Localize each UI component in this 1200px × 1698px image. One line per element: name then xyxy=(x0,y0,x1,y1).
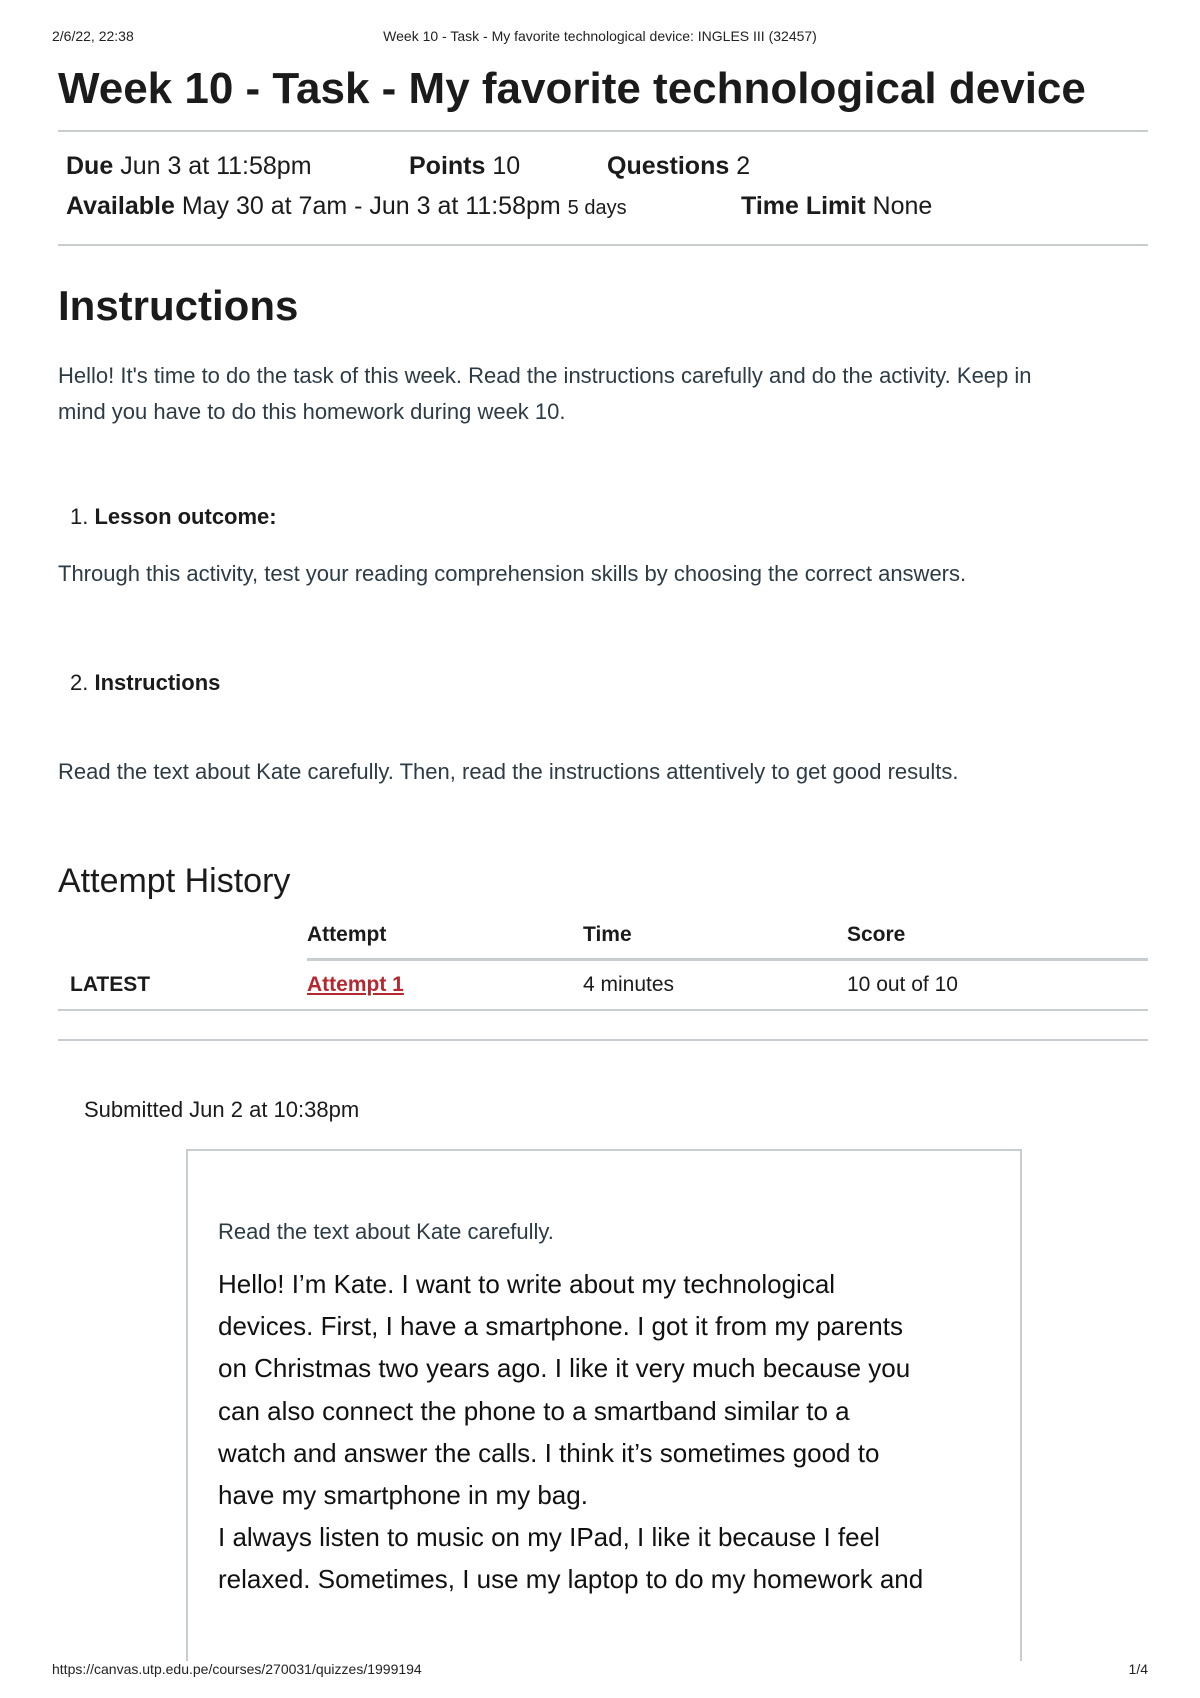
attempt-history-heading: Attempt History xyxy=(58,862,291,900)
question-box xyxy=(186,1149,1022,1661)
instructions-heading: Instructions xyxy=(58,282,299,329)
divider xyxy=(58,1039,1148,1041)
column-header xyxy=(58,912,307,960)
divider xyxy=(58,244,1148,246)
details-row-2 xyxy=(66,186,1140,228)
attempt-history-table xyxy=(58,912,1148,1011)
column-header: Score xyxy=(847,912,1148,960)
passage-line: on Christmas two years ago. I like it very much because you xyxy=(218,1353,911,1384)
passage-line: I always listen to music on my IPad, I like it because I feel xyxy=(218,1522,880,1553)
details-row-1 xyxy=(66,146,1140,186)
available-label: Available xyxy=(66,192,175,220)
passage-line: watch and answer the calls. I think it’s sometimes good to xyxy=(218,1437,880,1468)
time-cell: 4 minutes xyxy=(583,960,847,1011)
instructions-text: Read the text about Kate carefully. Then, read the instructions attentively to get good results. xyxy=(58,759,959,784)
passage-line: Hello! I’m Kate. I want to write about my technological xyxy=(218,1269,836,1299)
print-footer xyxy=(52,1661,1148,1681)
intro-line: Hello! It's time to do the task of this week. Read the instructions carefully and do the activity. Keep in xyxy=(58,363,1032,388)
question-prompt: Read the text about Kate carefully. xyxy=(218,1219,554,1244)
available-info xyxy=(66,186,741,228)
questions-info xyxy=(607,146,750,186)
due-value: Jun 3 at 11:58pm xyxy=(120,152,312,180)
time-limit-value: None xyxy=(872,192,933,220)
latest-tag: LATEST xyxy=(58,960,307,1011)
item-number: 1. xyxy=(70,504,89,529)
questions-label: Questions xyxy=(607,152,730,180)
instruction-item-2 xyxy=(70,668,1148,698)
due-info xyxy=(66,146,409,186)
table-header-row xyxy=(58,912,1148,960)
table-row xyxy=(58,960,1148,1011)
points-label: Points xyxy=(409,152,486,180)
score-cell: 10 out of 10 xyxy=(847,960,1148,1011)
available-value: May 30 at 7am - Jun 3 at 11:58pm xyxy=(181,192,561,220)
column-header: Time xyxy=(583,912,847,960)
due-label: Due xyxy=(66,152,114,180)
time-limit-label: Time Limit xyxy=(741,192,866,220)
attempt-cell xyxy=(307,960,583,1011)
quiz-content xyxy=(58,58,1148,1041)
passage-line: can also connect the phone to a smartband similar to a xyxy=(218,1395,850,1426)
print-date: 2/6/22, 22:38 xyxy=(52,28,134,44)
item-number: 2. xyxy=(70,670,89,695)
submitted-timestamp: Submitted Jun 2 at 10:38pm xyxy=(84,1097,360,1122)
page-title: Week 10 - Task - My favorite technological device xyxy=(58,64,1086,113)
attempt-link[interactable]: Attempt 1 xyxy=(307,973,404,996)
instruction-item-1 xyxy=(70,502,1148,532)
instructions-intro xyxy=(58,358,1148,430)
available-duration: 5 days xyxy=(567,197,627,219)
item-label: Lesson outcome: xyxy=(94,504,277,529)
print-header xyxy=(52,28,1148,48)
time-limit-info xyxy=(741,186,932,228)
passage-line: have my smartphone in my bag. xyxy=(218,1480,588,1511)
item-label: Instructions xyxy=(94,670,221,695)
lesson-outcome-text: Through this activity, test your reading comprehension skills by choosing the correct answers. xyxy=(58,561,967,586)
print-page-title: Week 10 - Task - My favorite technological device: INGLES III (32457) xyxy=(383,28,817,44)
page-number: 1/4 xyxy=(1128,1661,1148,1677)
points-info xyxy=(409,146,607,186)
intro-line: mind you have to do this homework during week 10. xyxy=(58,399,566,424)
page-url: https://canvas.utp.edu.pe/courses/270031/quizzes/1999194 xyxy=(52,1661,422,1677)
quiz-details xyxy=(58,132,1148,244)
passage-line: relaxed. Sometimes, I use my laptop to do my homework and xyxy=(218,1564,924,1595)
column-header: Attempt xyxy=(307,912,583,960)
points-value: 10 xyxy=(492,152,521,180)
reading-passage xyxy=(218,1263,998,1601)
questions-value: 2 xyxy=(736,152,751,180)
passage-line: devices. First, I have a smartphone. I got it from my parents xyxy=(218,1311,903,1342)
